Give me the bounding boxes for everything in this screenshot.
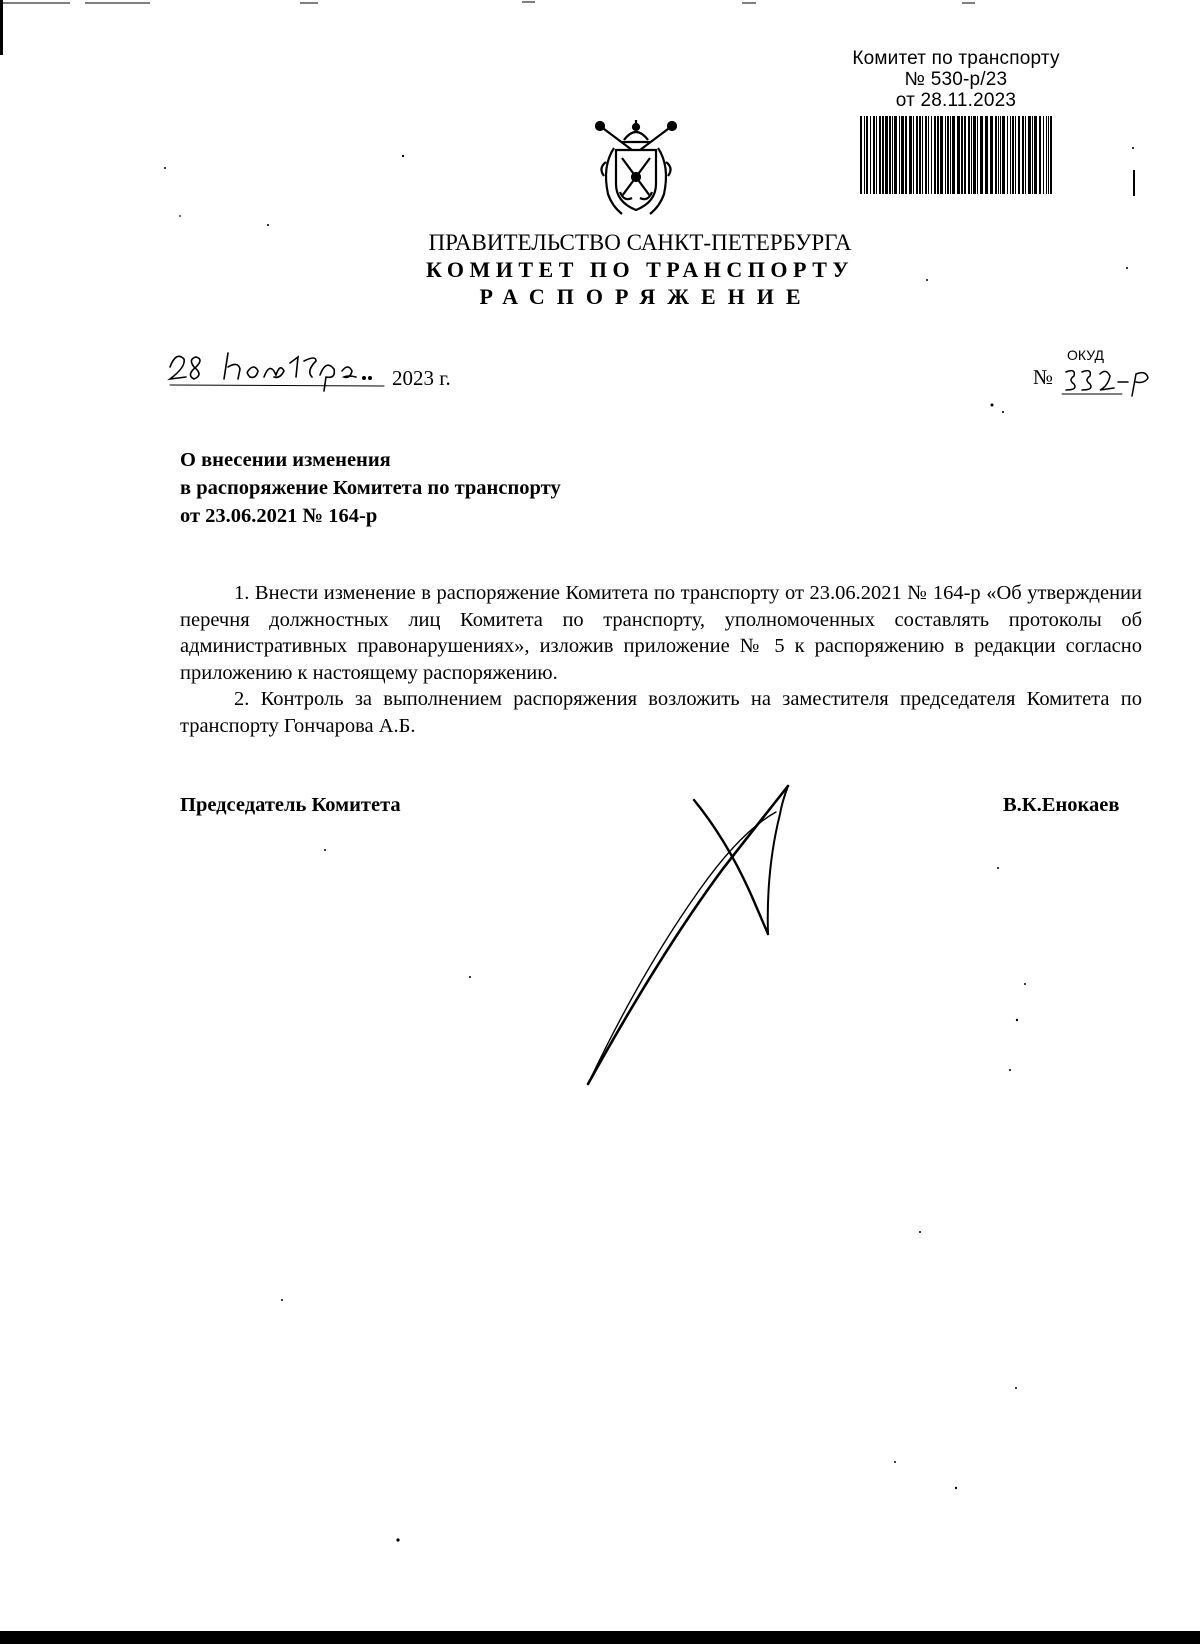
document-type-title: РАСПОРЯЖЕНИЕ xyxy=(479,284,813,309)
government-title: ПРАВИТЕЛЬСТВО САНКТ-ПЕТЕРБУРГА xyxy=(428,230,852,255)
signatory-role: Председатель Комитета xyxy=(180,794,401,816)
number-sign: № xyxy=(1033,365,1054,389)
subject-line-2: в распоряжение Комитета по транспорту xyxy=(180,477,561,499)
stamp-date: от 28.11.2023 xyxy=(895,90,1017,111)
committee-title: КОМИТЕТ ПО ТРАНСПОРТУ xyxy=(425,257,855,282)
subject-line-3: от 23.06.2021 № 164-р xyxy=(180,505,378,527)
body-paragraph-2: 2. Контроль за выполнением распоряжения возложить на заместителя председателя Комитета по транспорту Гончарова А.Б. xyxy=(180,688,1142,737)
date-year: 2023 г. xyxy=(392,366,451,390)
signatory-name: В.К.Енокаев xyxy=(1003,794,1120,816)
stamp-number: № 530-р/23 xyxy=(904,69,1008,90)
body-paragraph-1: 1. Внести изменение в распоряжение Комитета по транспорту от 23.06.2021 № 164-р «Об утверждении перечня должностных лиц Комитета по транспорту, уполномоченных составлять протоколы об административных правонарушениях», изложив приложение № 5 к распоряжению в редакции согласно приложению к настоящему распоряжению. xyxy=(180,582,1142,684)
subject-line-1: О внесении изменения xyxy=(180,449,391,471)
okud-label: ОКУД xyxy=(1067,347,1104,363)
stamp-organization: Комитет по транспорту xyxy=(852,48,1060,69)
